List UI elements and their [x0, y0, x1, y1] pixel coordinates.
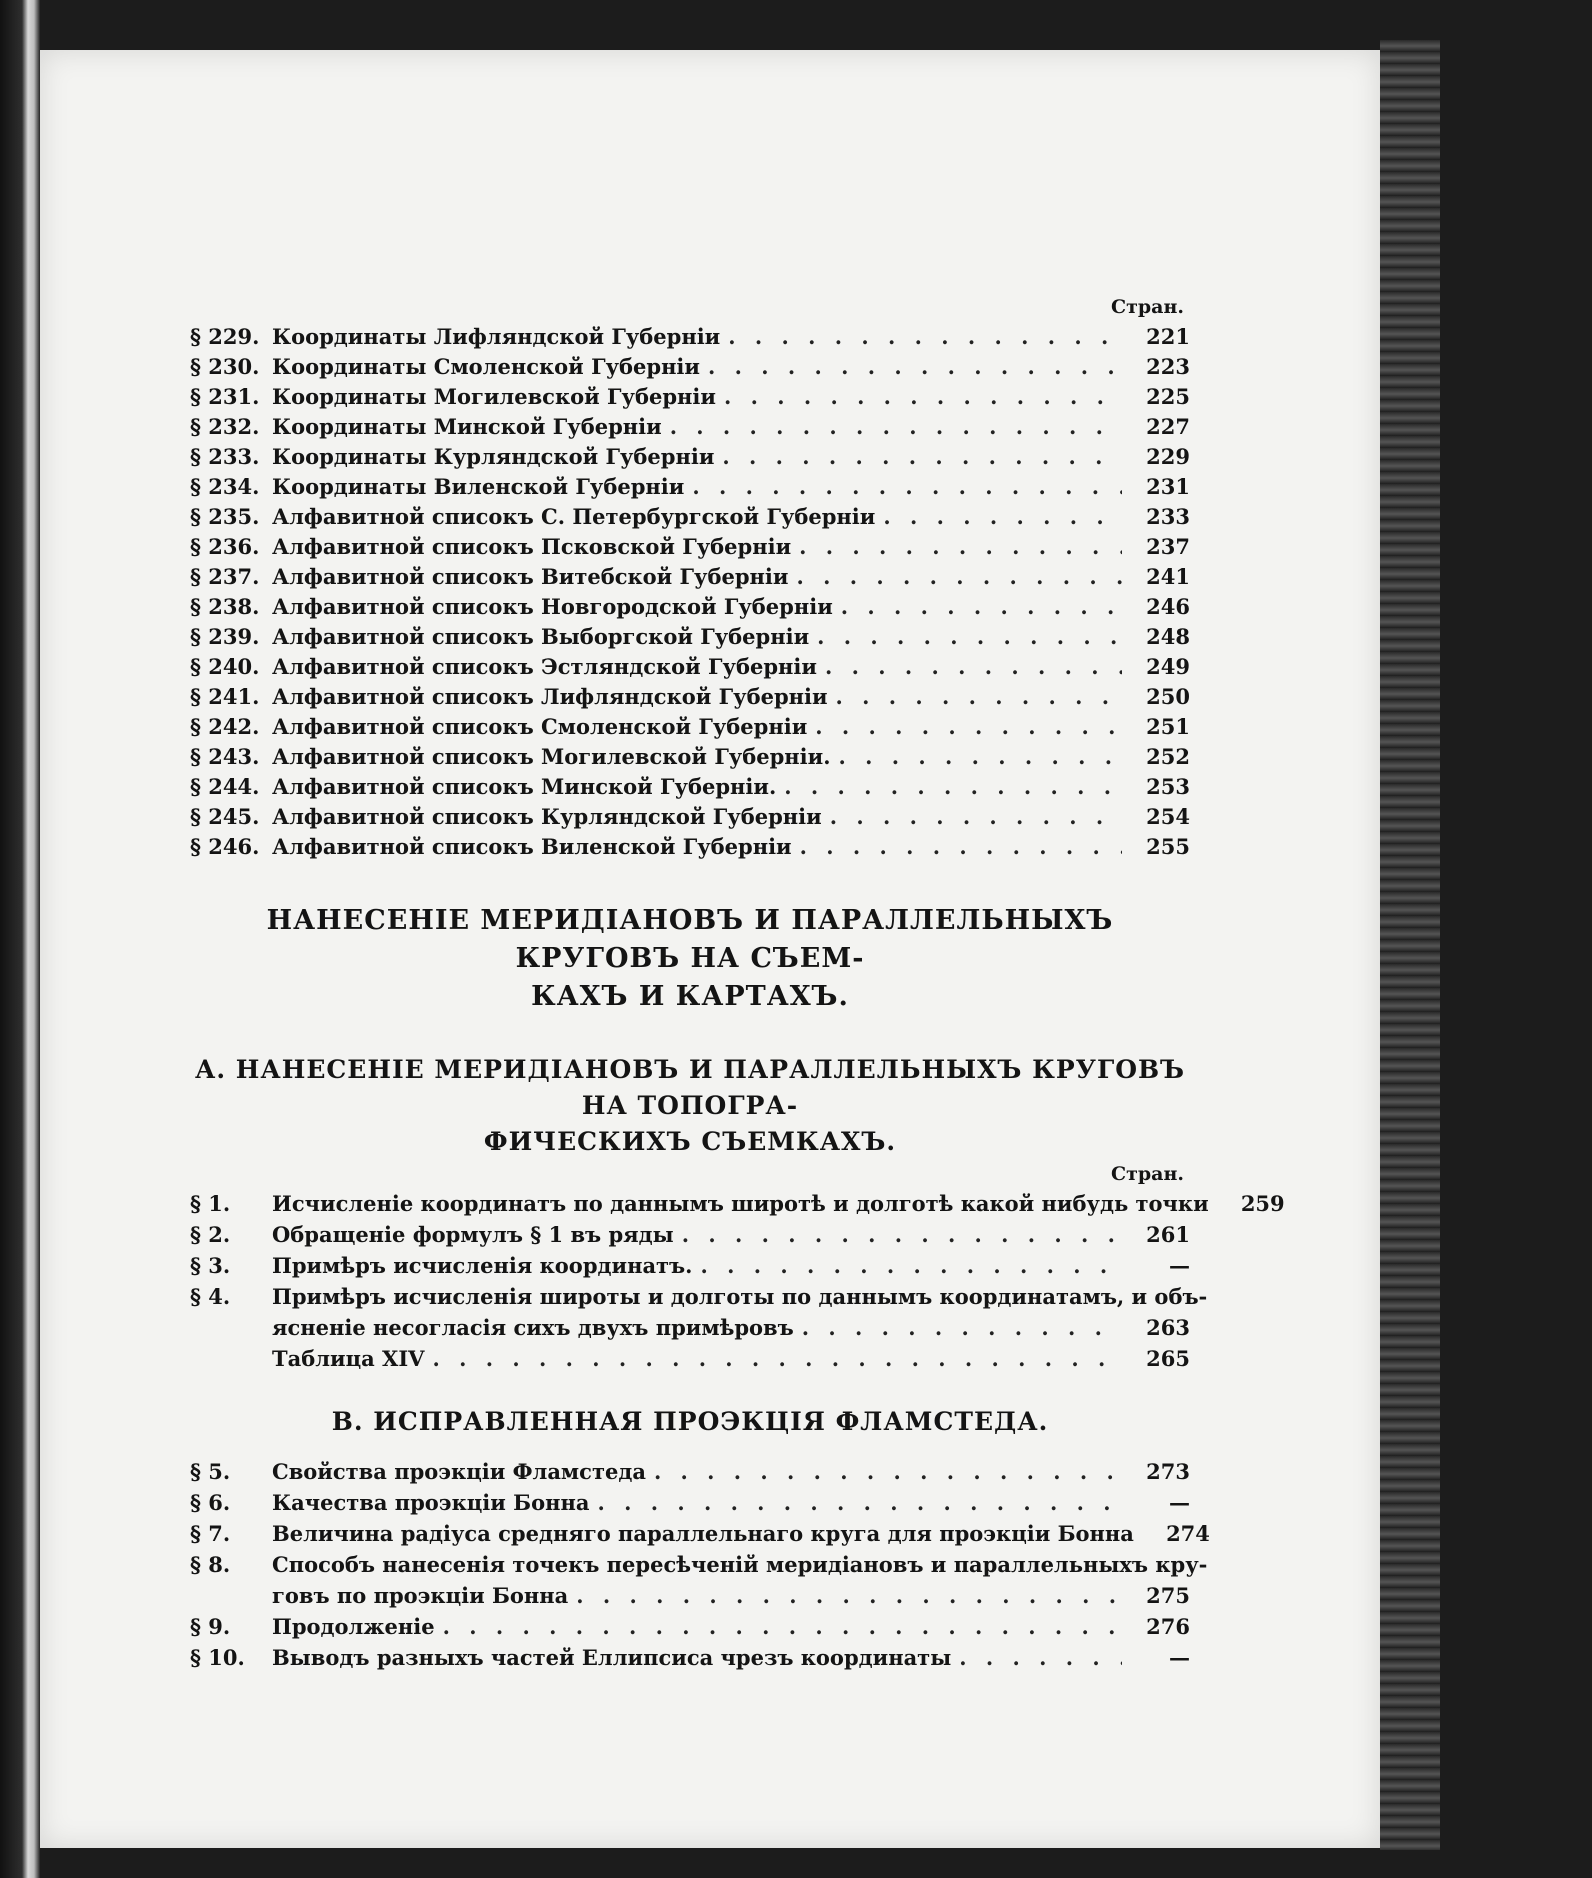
entry-title: Примѣръ исчисленія координатъ.	[272, 1253, 693, 1278]
page-number: 249	[1146, 654, 1190, 679]
toc-row[interactable]	[190, 322, 1190, 352]
entry-title: Алфавитной списокъ Псковской Губерніи	[272, 534, 792, 559]
toc-row[interactable]	[190, 352, 1190, 382]
dot-leader	[784, 772, 1122, 802]
toc-row[interactable]	[190, 1518, 1210, 1549]
entry-title: Качества проэкціи Бонна	[272, 1490, 590, 1515]
section-number: § 9.	[190, 1614, 231, 1639]
entry-title: Координаты Могилевской Губерніи	[272, 384, 716, 409]
entry-title: Алфавитной списокъ Витебской Губерніи	[272, 564, 789, 589]
page-number: 225	[1146, 384, 1190, 409]
entry-title: Величина радіуса средняго параллельнаго круга для проэкціи Бонна	[272, 1521, 1134, 1546]
section-heading-main	[190, 902, 1190, 1016]
toc-row-continued[interactable]	[190, 1312, 1190, 1343]
entry-title: Алфавитной списокъ Курляндской Губерніи	[272, 804, 822, 829]
toc-row[interactable]	[190, 382, 1190, 412]
dot-leader	[432, 1343, 1122, 1374]
entry-title: Координаты Курляндской Губерніи	[272, 444, 715, 469]
toc-row[interactable]	[190, 532, 1190, 562]
section-number: § 236.	[190, 534, 260, 559]
dot-leader	[708, 352, 1122, 382]
dot-leader	[722, 442, 1122, 472]
toc-row[interactable]	[190, 592, 1190, 622]
entry-title: Алфавитной списокъ Смоленской Губерніи	[272, 714, 808, 739]
toc-row[interactable]	[190, 412, 1190, 442]
section-number: § 239.	[190, 624, 260, 649]
section-number: § 231.	[190, 384, 260, 409]
toc-row[interactable]	[190, 1549, 1208, 1580]
dot-leader	[796, 562, 1122, 592]
toc-row-continued[interactable]	[190, 1580, 1190, 1611]
entry-title: Координаты Смоленской Губерніи	[272, 354, 700, 379]
page-number: 246	[1146, 594, 1190, 619]
section-number: § 235.	[190, 504, 260, 529]
heading-line: НАНЕСЕНІЕ МЕРИДІАНОВЪ И ПАРАЛЛЕЛЬНЫХЪ КРУГОВЪ НА СЪЕМ-	[266, 905, 1114, 974]
column-header-pages: Стран.	[1110, 296, 1184, 318]
page-number: 231	[1146, 474, 1190, 499]
section-number: § 240.	[190, 654, 260, 679]
toc-row[interactable]	[190, 742, 1190, 772]
entry-title: Координаты Лифляндской Губерніи	[272, 324, 721, 349]
dot-leader	[576, 1580, 1122, 1611]
dot-leader	[825, 652, 1122, 682]
page-number: 255	[1146, 834, 1190, 859]
entry-title: Обращеніе формулъ § 1 въ ряды	[272, 1222, 674, 1247]
page-number: 265	[1146, 1346, 1190, 1371]
toc-row[interactable]	[190, 772, 1190, 802]
page-number: 273	[1146, 1459, 1190, 1484]
toc-row[interactable]	[190, 1456, 1190, 1487]
entry-title: Алфавитной списокъ Эстляндской Губерніи	[272, 654, 817, 679]
page-number: 237	[1146, 534, 1190, 559]
page-number: 252	[1146, 744, 1190, 769]
page-number: 275	[1146, 1583, 1190, 1608]
section-number: § 5.	[190, 1459, 231, 1484]
toc-row[interactable]	[190, 1642, 1190, 1673]
toc-row[interactable]	[190, 1611, 1190, 1642]
section-number: § 244.	[190, 774, 260, 799]
section-number: § 6.	[190, 1490, 231, 1515]
toc-list-a	[190, 1188, 1285, 1374]
heading-line: А. НАНЕСЕНІЕ МЕРИДІАНОВЪ И ПАРАЛЛЕЛЬНЫХЪ КРУГОВЪ НА ТОПОГРА-	[194, 1055, 1186, 1120]
toc-row-table[interactable]	[190, 1343, 1190, 1374]
page-number: 233	[1146, 504, 1190, 529]
table-of-contents	[190, 292, 1285, 1673]
toc-row[interactable]	[190, 652, 1190, 682]
dot-leader	[817, 622, 1122, 652]
dot-leader	[597, 1487, 1122, 1518]
page-number: —	[1169, 1490, 1190, 1515]
dot-leader	[728, 322, 1122, 352]
section-number: § 229.	[190, 324, 260, 349]
entry-title: Исчисленіе координатъ по даннымъ широтѣ и долготѣ какой нибудь точки	[272, 1191, 1209, 1216]
section-number: § 8.	[190, 1552, 231, 1577]
dot-leader	[841, 592, 1122, 622]
page-number: 251	[1146, 714, 1190, 739]
entry-title: ясненіе несогласія сихъ двухъ примѣровъ	[272, 1315, 794, 1340]
dot-leader	[670, 412, 1122, 442]
dot-leader	[692, 472, 1122, 502]
section-number: § 234.	[190, 474, 260, 499]
dot-leader	[724, 382, 1122, 412]
dot-leader	[959, 1642, 1122, 1673]
page-number: 250	[1146, 684, 1190, 709]
toc-row[interactable]	[190, 802, 1190, 832]
toc-row[interactable]	[190, 472, 1190, 502]
page-number: 261	[1146, 1222, 1190, 1247]
entry-title: Алфавитной списокъ Новгородской Губерніи	[272, 594, 833, 619]
entry-title: Выводъ разныхъ частей Еллипсиса чрезъ координаты	[272, 1645, 952, 1670]
page-number: 221	[1146, 324, 1190, 349]
section-number: § 245.	[190, 804, 260, 829]
section-number: § 1.	[190, 1191, 231, 1216]
page-edge-shadow	[1380, 40, 1440, 1850]
page-number: 229	[1146, 444, 1190, 469]
section-number: § 241.	[190, 684, 260, 709]
subsection-heading-a	[190, 1052, 1190, 1160]
page-number: 241	[1146, 564, 1190, 589]
toc-row[interactable]	[190, 622, 1190, 652]
section-number: § 7.	[190, 1521, 231, 1546]
dot-leader	[883, 502, 1122, 532]
page-number: 248	[1146, 624, 1190, 649]
toc-list-b	[190, 1456, 1210, 1673]
entry-title: Алфавитной списокъ Выборгской Губерніи	[272, 624, 810, 649]
toc-row[interactable]	[190, 442, 1190, 472]
page-number: 276	[1146, 1614, 1190, 1639]
dot-leader	[830, 802, 1122, 832]
page-number: 223	[1146, 354, 1190, 379]
section-number: § 237.	[190, 564, 260, 589]
dot-leader	[839, 742, 1122, 772]
toc-row[interactable]	[190, 712, 1190, 742]
section-number: § 246.	[190, 834, 260, 859]
entry-title: Координаты Виленской Губерніи	[272, 474, 685, 499]
section-number: § 233.	[190, 444, 260, 469]
column-header-pages-a: Стран.	[1110, 1163, 1184, 1185]
entry-title: Алфавитной списокъ С. Петербургской Губерніи	[272, 504, 876, 529]
toc-row[interactable]	[190, 832, 1190, 862]
toc-row[interactable]	[190, 502, 1190, 532]
dot-leader	[682, 1219, 1122, 1250]
entry-title: Алфавитной списокъ Лифляндской Губерніи	[272, 684, 828, 709]
entry-title: Алфавитной списокъ Минской Губерніи.	[272, 774, 777, 799]
page-number: 254	[1146, 804, 1190, 829]
page-number: —	[1169, 1253, 1190, 1278]
toc-row[interactable]	[190, 1487, 1190, 1518]
entry-title: Способъ нанесенія точекъ пересѣченій меридіановъ и параллельныхъ кру-	[272, 1552, 1208, 1577]
section-number: § 238.	[190, 594, 260, 619]
page-number: 263	[1146, 1315, 1190, 1340]
heading-line: КАХЪ И КАРТАХЪ.	[531, 981, 849, 1012]
page-number: 274	[1166, 1521, 1210, 1546]
entry-title: Координаты Минской Губерніи	[272, 414, 662, 439]
section-number: § 242.	[190, 714, 260, 739]
section-number: § 243.	[190, 744, 260, 769]
section-number: § 10.	[190, 1645, 245, 1670]
page-number: —	[1169, 1645, 1190, 1670]
subsection-heading-b: В. ИСПРАВЛЕННАЯ ПРОЭКЦІЯ ФЛАМСТЕДА.	[331, 1407, 1049, 1436]
dot-leader	[443, 1611, 1122, 1642]
dot-leader	[800, 832, 1122, 862]
entry-title: Алфавитной списокъ Виленской Губерніи	[272, 834, 792, 859]
dot-leader	[654, 1456, 1122, 1487]
page-number: 253	[1146, 774, 1190, 799]
toc-list-coordinates	[190, 322, 1190, 862]
section-number: § 4.	[190, 1284, 231, 1309]
entry-title: Примѣръ исчисленія широты и долготы по даннымъ координатамъ, и объ-	[272, 1284, 1208, 1309]
heading-line: ФИЧЕСКИХЪ СЪЕМКАХЪ.	[483, 1127, 897, 1156]
section-number: § 3.	[190, 1253, 231, 1278]
entry-title: Таблица XIV	[272, 1346, 425, 1371]
entry-title: говъ по проэкціи Бонна	[272, 1583, 569, 1608]
book-spine	[0, 0, 40, 1878]
entry-title: Свойства проэкціи Фламстеда	[272, 1459, 646, 1484]
toc-row[interactable]	[190, 1281, 1208, 1312]
dot-leader	[836, 682, 1122, 712]
toc-row[interactable]	[190, 682, 1190, 712]
section-number: § 232.	[190, 414, 260, 439]
dot-leader	[802, 1312, 1122, 1343]
dot-leader	[815, 712, 1122, 742]
toc-row[interactable]	[190, 562, 1190, 592]
dot-leader	[799, 532, 1122, 562]
section-number: § 230.	[190, 354, 260, 379]
entry-title: Алфавитной списокъ Могилевской Губерніи.	[272, 744, 831, 769]
toc-row[interactable]	[190, 1219, 1190, 1250]
page-number: 227	[1146, 414, 1190, 439]
section-number: § 2.	[190, 1222, 231, 1247]
toc-row[interactable]	[190, 1188, 1285, 1219]
page-number: 259	[1240, 1191, 1285, 1216]
toc-row[interactable]	[190, 1250, 1190, 1281]
entry-title: Продолженіе	[272, 1614, 435, 1639]
dot-leader	[700, 1250, 1122, 1281]
